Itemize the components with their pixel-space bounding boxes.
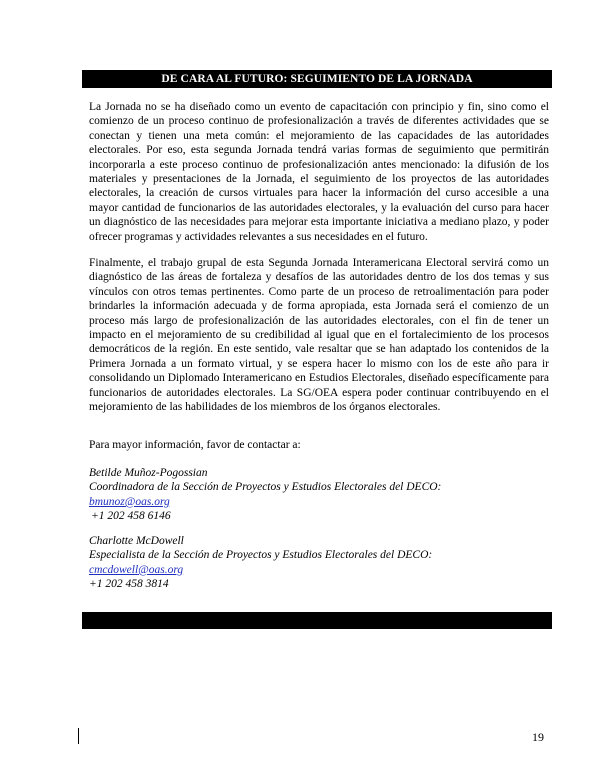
page-number: 19 <box>532 730 544 744</box>
contact-block-munoz <box>89 466 441 524</box>
footer-bar <box>82 612 552 629</box>
contact-title: Coordinadora de la Sección de Proyectos y Estudios Electorales del DECO: <box>89 481 442 494</box>
paragraph-conclusion: Finalmente, el trabajo grupal de esta Segunda Jornada Interamericana Electoral servirá como un diagnóstico de las áreas de fortaleza y desafíos de las autoridades dentro de los dos temas y sus vínculos con otros temas pertinentes. Como parte de un proceso de retroalimentación para poder brindarles la información adecuada y de forma apropiada, esta Jornada será el comienzo de un proceso más largo de profesionalización de las autoridades electorales, con el fin de tener un impacto en el mejoramiento de su credibilidad al igual que en el fortalecimiento de los procesos democráticos de la región. En este sentido, vale resaltar que se han adaptado los contenidos de la Primera Jornada a un formato virtual, y se espera hacer lo mismo con los de este año para ir consolidando un Diplomado Interamericano en Estudios Electorales, diseñado específicamente para funcionarios de autoridades electorales. La SG/OEA espera poder continuar contribuyendo en el mejoramiento de las habilidades de los miembros de los órganos electorales. <box>89 257 549 414</box>
contact-phone: +1 202 458 6146 <box>91 510 171 523</box>
contact-block-mcdowell <box>89 534 432 592</box>
contact-name: Betilde Muñoz-Pogossian <box>89 467 208 479</box>
contact-email-link[interactable]: bmunoz@oas.org <box>89 495 170 508</box>
section-title: DE CARA AL FUTURO: SEGUIMIENTO DE LA JORNADA <box>161 73 473 85</box>
contact-intro: Para mayor información, favor de contactar a: <box>89 439 301 451</box>
contact-title: Especialista de la Sección de Proyectos y Estudios Electorales del DECO: <box>89 549 433 562</box>
contact-email-link[interactable]: cmcdowell@oas.org <box>89 563 184 576</box>
page-edge-marker <box>78 728 79 744</box>
contact-phone: +1 202 458 3814 <box>89 578 169 591</box>
paragraph-intro: La Jornada no se ha diseñado como un evento de capacitación con principio y fin, sino como el comienzo de un proceso continuo de profesionalización a través de diferentes actividades que se conectan y tienen una meta común: el mejoramiento de las capacidades de las autoridades electorales. Por eso, esta segunda Jornada tendrá varias formas de seguimiento que permitirán incorporarla a este proceso continuo de profesionalización antes mencionado: la difusión de los materiales y presentaciones de la Jornada, el seguimiento de los proyectos de las autoridades electorales, la creación de cursos virtuales para hacer la información del curso accesible a una mayor cantidad de funcionarios de las autoridades electorales, y la evaluación del curso para hacer un diagnóstico de las necesidades para mejorar esta importante iniciativa a mediano plazo, y poder ofrecer programas y actividades relevantes a sus necesidades en el futuro. <box>89 101 549 243</box>
contact-name: Charlotte McDowell <box>89 535 184 547</box>
section-header-bar <box>82 70 552 88</box>
